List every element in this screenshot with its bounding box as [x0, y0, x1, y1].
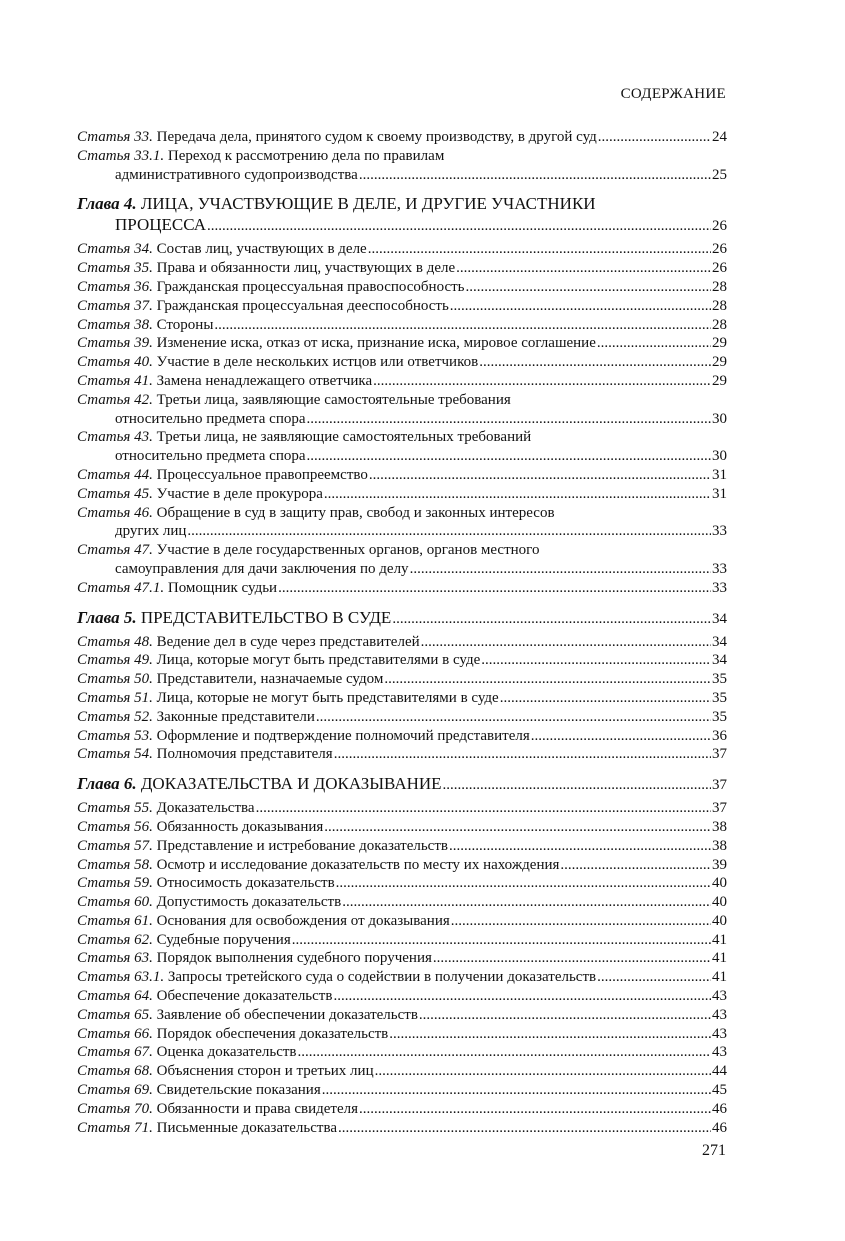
- article-label: Статья 50.: [77, 671, 153, 688]
- toc-line: [77, 334, 727, 353]
- article-label: Статья 34.: [77, 241, 153, 258]
- chapter-title: ЛИЦА, УЧАСТВУЮЩИЕ В ДЕЛЕ, И ДРУГИЕ УЧАСТНИКИ: [140, 194, 596, 214]
- toc-line: [77, 818, 727, 837]
- toc-entry: [77, 893, 727, 912]
- page-ref: 33: [712, 560, 727, 577]
- page-ref: 29: [712, 372, 727, 389]
- dot-leader: [322, 1081, 711, 1100]
- chapter-title: ПРОЦЕССА: [115, 215, 206, 235]
- toc-entry: [77, 391, 727, 429]
- dot-leader: [421, 633, 711, 652]
- dot-leader: [373, 372, 711, 391]
- toc-line: [77, 579, 727, 598]
- dot-leader: [207, 216, 711, 237]
- dot-leader: [307, 410, 711, 429]
- toc-line: [77, 607, 727, 630]
- article-label: Статья 68.: [77, 1063, 153, 1080]
- page-ref: 28: [712, 316, 727, 333]
- page-ref: 37: [712, 746, 727, 763]
- page-ref: 35: [712, 708, 727, 725]
- page-ref: 31: [712, 485, 727, 502]
- toc-line: [77, 259, 727, 278]
- toc-entry: [77, 353, 727, 372]
- article-label: Статья 45.: [77, 485, 153, 502]
- dot-leader: [316, 708, 711, 727]
- article-title: Доказательства: [156, 800, 255, 817]
- dot-leader: [187, 522, 711, 541]
- article-title: Третьи лица, заявляющие самостоятельные требования: [156, 391, 511, 408]
- article-title: других лиц: [115, 523, 187, 540]
- dot-leader: [443, 775, 711, 796]
- toc-line: [77, 316, 727, 335]
- article-label: Статья 60.: [77, 894, 153, 911]
- article-title: Ведение дел в суде через представителей: [156, 633, 420, 650]
- toc-line: [77, 893, 727, 912]
- article-title: Права и обязанности лиц, участвующих в деле: [156, 260, 456, 277]
- article-label: Статья 67.: [77, 1044, 153, 1061]
- toc-entry: [77, 856, 727, 875]
- article-title: Гражданская процессуальная правоспособность: [156, 278, 465, 295]
- article-label: Статья 58.: [77, 856, 153, 873]
- dot-leader: [384, 670, 711, 689]
- toc-line: [77, 447, 727, 466]
- dot-leader: [479, 353, 711, 372]
- article-label: Статья 52.: [77, 708, 153, 725]
- article-title: Участие в деле государственных органов, органов местного: [156, 542, 540, 559]
- article-title: Гражданская процессуальная дееспособность: [156, 297, 449, 314]
- toc-line: [77, 931, 727, 950]
- toc-entry: [77, 1062, 727, 1081]
- toc-line: [77, 1100, 727, 1119]
- toc-entry: [77, 259, 727, 278]
- page-number: 271: [702, 1142, 726, 1159]
- page-ref: 41: [712, 969, 727, 986]
- article-title: Законные представители: [156, 708, 315, 725]
- page-ref: 26: [712, 260, 727, 277]
- article-title: Полномочия представителя: [156, 746, 333, 763]
- article-title: Порядок обеспечения доказательств: [156, 1025, 389, 1042]
- article-label: Статья 69.: [77, 1082, 153, 1099]
- toc-entry: [77, 1006, 727, 1025]
- article-label: Статья 36.: [77, 278, 153, 295]
- dot-leader: [334, 745, 711, 764]
- article-title: Процессуальное правопреемство: [156, 466, 368, 483]
- toc-line: [77, 541, 727, 560]
- toc-entry: [77, 1025, 727, 1044]
- dot-leader: [466, 278, 711, 297]
- dot-leader: [560, 856, 711, 875]
- dot-leader: [375, 1062, 711, 1081]
- toc-entry: [77, 466, 727, 485]
- page-ref: 29: [712, 354, 727, 371]
- article-label: Статья 46.: [77, 504, 153, 521]
- article-title: Оформление и подтверждение полномочий представителя: [156, 727, 530, 744]
- page-ref: 35: [712, 671, 727, 688]
- chapter-heading: [77, 193, 727, 237]
- toc-line: [77, 1043, 727, 1062]
- article-title: Обеспечение доказательств: [156, 988, 333, 1005]
- toc-line: [77, 428, 727, 447]
- page-ref: 38: [712, 837, 727, 854]
- toc-entry: [77, 1100, 727, 1119]
- toc-line: [77, 485, 727, 504]
- article-label: Статья 71.: [77, 1119, 153, 1136]
- toc-line: [77, 147, 727, 166]
- article-label: Статья 42.: [77, 391, 153, 408]
- page-ref: 31: [712, 466, 727, 483]
- article-label: Статья 56.: [77, 818, 153, 835]
- toc-line: [77, 773, 727, 796]
- toc-entry: [77, 541, 727, 579]
- page-ref: 26: [712, 241, 727, 258]
- toc-entry: [77, 745, 727, 764]
- article-title: Объяснения сторон и третьих лиц: [156, 1063, 374, 1080]
- toc-entry: [77, 968, 727, 987]
- toc-line: [77, 522, 727, 541]
- article-label: Статья 57.: [77, 837, 153, 854]
- dot-leader: [598, 128, 711, 147]
- toc-line: [77, 651, 727, 670]
- dot-leader: [368, 240, 711, 259]
- dot-leader: [292, 931, 711, 950]
- article-label: Статья 44.: [77, 466, 153, 483]
- toc-entry: [77, 372, 727, 391]
- page-ref: 43: [712, 1044, 727, 1061]
- dot-leader: [369, 466, 711, 485]
- toc-line: [77, 745, 727, 764]
- article-title: относительно предмета спора: [115, 410, 306, 427]
- article-title: Переход к рассмотрению дела по правилам: [167, 147, 445, 164]
- page-ref: 35: [712, 689, 727, 706]
- dot-leader: [419, 1006, 711, 1025]
- page-ref: 28: [712, 278, 727, 295]
- article-title: относительно предмета спора: [115, 448, 306, 465]
- chapter-heading: [77, 607, 727, 630]
- toc-line: [77, 837, 727, 856]
- chapter-title: ПРЕДСТАВИТЕЛЬСТВО В СУДЕ: [140, 607, 392, 627]
- article-label: Статья 51.: [77, 689, 153, 706]
- page-ref: 33: [712, 523, 727, 540]
- toc-line: [77, 633, 727, 652]
- article-label: Статья 64.: [77, 988, 153, 1005]
- dot-leader: [433, 949, 711, 968]
- page-ref: 34: [712, 633, 727, 650]
- article-title: Свидетельские показания: [156, 1082, 321, 1099]
- toc-entry: [77, 689, 727, 708]
- article-title: Состав лиц, участвующих в деле: [156, 241, 367, 258]
- article-title: Судебные поручения: [156, 931, 291, 948]
- toc-entry: [77, 874, 727, 893]
- toc-line: [77, 949, 727, 968]
- toc-line: [77, 1062, 727, 1081]
- dot-leader: [449, 837, 711, 856]
- article-label: Статья 63.1.: [77, 969, 165, 986]
- article-label: Статья 33.1.: [77, 147, 165, 164]
- article-title: Лица, которые могут быть представителями в суде: [156, 652, 481, 669]
- dot-leader: [324, 485, 711, 504]
- toc-entry: [77, 949, 727, 968]
- page-ref: 40: [712, 912, 727, 929]
- toc-entry: [77, 297, 727, 316]
- toc-entry: [77, 504, 727, 542]
- toc-entry: [77, 147, 727, 185]
- article-title: Лица, которые не могут быть представителями в суде: [156, 689, 499, 706]
- page-ref: 43: [712, 1006, 727, 1023]
- article-label: Статья 40.: [77, 354, 153, 371]
- running-header: СОДЕРЖАНИЕ: [620, 86, 726, 102]
- page-ref: 29: [712, 335, 727, 352]
- chapter-label: Глава 4.: [77, 194, 137, 214]
- toc-line: [77, 727, 727, 746]
- page-ref: 45: [712, 1082, 727, 1099]
- article-title: Участие в деле нескольких истцов или ответчиков: [156, 354, 479, 371]
- toc-line: [77, 670, 727, 689]
- article-label: Статья 35.: [77, 260, 153, 277]
- page-ref: 39: [712, 856, 727, 873]
- article-label: Статья 70.: [77, 1100, 153, 1117]
- toc-line: [77, 968, 727, 987]
- page-ref: 46: [712, 1100, 727, 1117]
- page-ref: 30: [712, 410, 727, 427]
- toc-entry: [77, 651, 727, 670]
- toc-entry: [77, 334, 727, 353]
- toc-line: [77, 1006, 727, 1025]
- chapter-label: Глава 5.: [77, 607, 137, 627]
- article-title: Передача дела, принятого судом к своему производству, в другой суд: [156, 129, 597, 145]
- toc-entry: [77, 485, 727, 504]
- toc-entry: [77, 912, 727, 931]
- dot-leader: [450, 297, 711, 316]
- chapter-heading: [77, 773, 727, 796]
- toc-line: [77, 799, 727, 818]
- article-title: Участие в деле прокурора: [156, 485, 323, 502]
- dot-leader: [307, 447, 711, 466]
- dot-leader: [410, 560, 711, 579]
- article-title: Изменение иска, отказ от иска, признание иска, мировое соглашение: [156, 335, 596, 352]
- dot-leader: [359, 166, 711, 185]
- dot-leader: [338, 1119, 711, 1138]
- article-title: Обязанность доказывания: [156, 818, 324, 835]
- page-ref: 26: [712, 218, 727, 235]
- page-ref: 24: [712, 129, 727, 145]
- toc-entry: [77, 128, 727, 147]
- article-label: Статья 43.: [77, 429, 153, 446]
- page-ref: 33: [712, 579, 727, 596]
- page-ref: 44: [712, 1063, 727, 1080]
- page-ref: 36: [712, 727, 727, 744]
- article-title: Обращение в суд в защиту прав, свобод и законных интересов: [156, 504, 555, 521]
- page-ref: 43: [712, 1025, 727, 1042]
- page-ref: 43: [712, 988, 727, 1005]
- article-label: Статья 37.: [77, 297, 153, 314]
- table-of-contents: [77, 128, 727, 1137]
- toc-line: [77, 278, 727, 297]
- article-label: Статья 38.: [77, 316, 153, 333]
- toc-line: [77, 166, 727, 185]
- dot-leader: [342, 893, 711, 912]
- toc-entry: [77, 428, 727, 466]
- dot-leader: [278, 579, 711, 598]
- article-label: Статья 62.: [77, 931, 153, 948]
- dot-leader: [214, 316, 711, 335]
- toc-line: [77, 214, 727, 237]
- dot-leader: [333, 987, 711, 1006]
- page-ref: 34: [712, 610, 727, 627]
- dot-leader: [389, 1025, 711, 1044]
- article-title: Представители, назначаемые судом: [156, 671, 384, 688]
- dot-leader: [481, 651, 711, 670]
- toc-line: [77, 1025, 727, 1044]
- toc-line: [77, 297, 727, 316]
- toc-entry: [77, 1119, 727, 1138]
- toc-line: [77, 874, 727, 893]
- article-title: Письменные доказательства: [156, 1119, 338, 1136]
- article-title: Относимость доказательств: [156, 875, 335, 892]
- toc-entry: [77, 579, 727, 598]
- toc-line: [77, 1081, 727, 1100]
- toc-line: [77, 353, 727, 372]
- article-label: Статья 49.: [77, 652, 153, 669]
- toc-entry: [77, 1043, 727, 1062]
- toc-entry: [77, 670, 727, 689]
- dot-leader: [597, 334, 711, 353]
- page-ref: 28: [712, 297, 727, 314]
- page-ref: 37: [712, 800, 727, 817]
- article-label: Статья 63.: [77, 950, 153, 967]
- article-label: Статья 53.: [77, 727, 153, 744]
- article-label: Статья 33.: [77, 129, 153, 145]
- article-label: Статья 65.: [77, 1006, 153, 1023]
- page-ref: 41: [712, 950, 727, 967]
- toc-line: [77, 504, 727, 523]
- dot-leader: [500, 689, 711, 708]
- page-ref: 34: [712, 652, 727, 669]
- article-title: Третьи лица, не заявляющие самостоятельных требований: [156, 429, 532, 446]
- article-title: Осмотр и исследование доказательств по месту их нахождения: [156, 856, 560, 873]
- toc-line: [77, 856, 727, 875]
- toc-entry: [77, 633, 727, 652]
- toc-line: [77, 391, 727, 410]
- dot-leader: [324, 818, 711, 837]
- article-label: Статья 61.: [77, 912, 153, 929]
- page-ref: 41: [712, 931, 727, 948]
- chapter-title: ДОКАЗАТЕЛЬСТВА И ДОКАЗЫВАНИЕ: [140, 774, 442, 794]
- dot-leader: [359, 1100, 711, 1119]
- chapter-label: Глава 6.: [77, 774, 137, 794]
- toc-line: [77, 987, 727, 1006]
- toc-line: [77, 708, 727, 727]
- toc-line: [77, 410, 727, 429]
- article-title: самоуправления для дачи заключения по делу: [115, 560, 409, 577]
- page-ref: 40: [712, 894, 727, 911]
- page-ref: 40: [712, 875, 727, 892]
- page-ref: 25: [712, 166, 727, 183]
- toc-entry: [77, 799, 727, 818]
- article-label: Статья 41.: [77, 372, 153, 389]
- toc-line: [77, 372, 727, 391]
- article-title: Порядок выполнения судебного поручения: [156, 950, 432, 967]
- dot-leader: [531, 727, 711, 746]
- article-label: Статья 54.: [77, 746, 153, 763]
- article-title: Запросы третейского суда о содействии в получении доказательств: [167, 969, 597, 986]
- toc-line: [77, 128, 727, 147]
- toc-line: [77, 466, 727, 485]
- dot-leader: [597, 968, 711, 987]
- toc-line: [77, 193, 727, 214]
- toc-entry: [77, 818, 727, 837]
- toc-line: [77, 912, 727, 931]
- dot-leader: [336, 874, 711, 893]
- toc-line: [77, 560, 727, 579]
- toc-entry: [77, 240, 727, 259]
- page-ref: 30: [712, 448, 727, 465]
- article-title: Допустимость доказательств: [156, 894, 342, 911]
- article-title: Оценка доказательств: [156, 1044, 297, 1061]
- dot-leader: [392, 609, 711, 630]
- article-title: Основания для освобождения от доказывания: [156, 912, 450, 929]
- toc-line: [77, 689, 727, 708]
- toc-line: [77, 240, 727, 259]
- article-title: Обязанности и права свидетеля: [156, 1100, 359, 1117]
- article-label: Статья 48.: [77, 633, 153, 650]
- dot-leader: [298, 1043, 711, 1062]
- page-ref: 37: [712, 777, 727, 794]
- article-title: Представление и истребование доказательств: [156, 837, 448, 854]
- toc-line: [77, 1119, 727, 1138]
- article-title: Стороны: [156, 316, 214, 333]
- toc-entry: [77, 987, 727, 1006]
- article-label: Статья 47.1.: [77, 579, 165, 596]
- toc-entry: [77, 316, 727, 335]
- page-ref: 38: [712, 818, 727, 835]
- toc-entry: [77, 727, 727, 746]
- article-label: Статья 66.: [77, 1025, 153, 1042]
- article-title: Замена ненадлежащего ответчика: [156, 372, 373, 389]
- toc-entry: [77, 708, 727, 727]
- toc-entry: [77, 278, 727, 297]
- dot-leader: [456, 259, 711, 278]
- page-ref: 46: [712, 1119, 727, 1136]
- toc-entry: [77, 837, 727, 856]
- article-label: Статья 47.: [77, 542, 153, 559]
- article-title: административного судопроизводства: [115, 166, 358, 183]
- article-title: Помощник судьи: [167, 579, 278, 596]
- dot-leader: [451, 912, 711, 931]
- article-label: Статья 59.: [77, 875, 153, 892]
- article-label: Статья 55.: [77, 800, 153, 817]
- article-label: Статья 39.: [77, 335, 153, 352]
- toc-entry: [77, 931, 727, 950]
- toc-entry: [77, 1081, 727, 1100]
- article-title: Заявление об обеспечении доказательств: [156, 1006, 418, 1023]
- dot-leader: [256, 799, 711, 818]
